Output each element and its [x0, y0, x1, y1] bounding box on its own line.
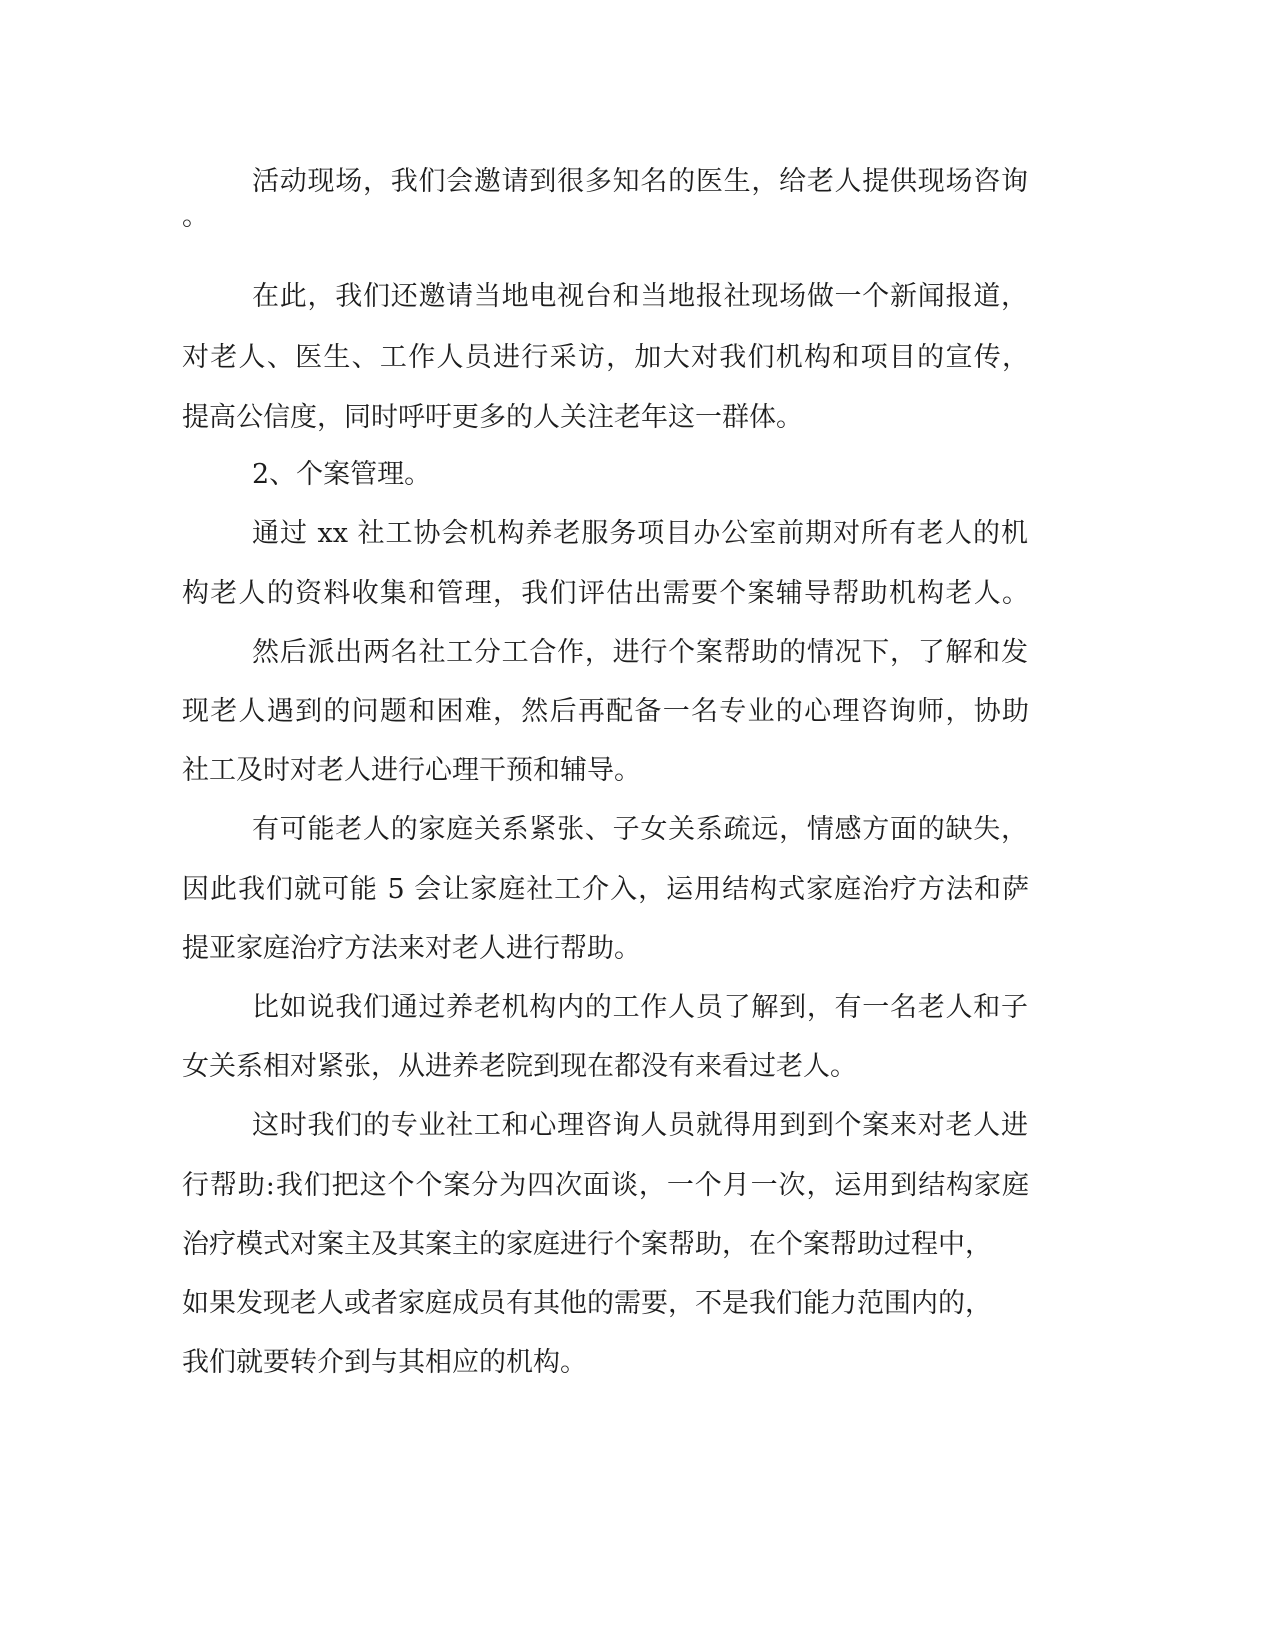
- text-line: 现老人遇到的问题和困难，然后再配备一名专业的心理咨询师，协助: [182, 696, 1029, 727]
- text-line: 提亚家庭治疗方法来对老人进行帮助。: [182, 933, 641, 964]
- text-line: 如果发现老人或者家庭成员有其他的需要，不是我们能力范围内的，: [182, 1288, 992, 1319]
- text-line: 构老人的资料收集和管理，我们评估出需要个案辅导帮助机构老人。: [182, 578, 1029, 609]
- text-line: 比如说我们通过养老机构内的工作人员了解到，有一名老人和子: [252, 992, 1028, 1023]
- text-line: 我们就要转介到与其相应的机构。: [182, 1347, 587, 1378]
- text-line: 通过 xx 社工协会机构养老服务项目办公室前期对所有老人的机: [252, 518, 1028, 549]
- text-line: 行帮助:我们把这个个案分为四次面谈，一个月一次，运用到结构家庭: [182, 1170, 1029, 1201]
- text-line: 活动现场，我们会邀请到很多知名的医生，给老人提供现场咨询: [252, 166, 1028, 197]
- section-heading: 2、个案管理。: [252, 459, 432, 490]
- text-line: 这时我们的专业社工和心理咨询人员就得用到到个案来对老人进: [252, 1110, 1028, 1141]
- text-line: 然后派出两名社工分工合作，进行个案帮助的情况下，了解和发: [252, 637, 1028, 668]
- text-line: 。: [182, 201, 209, 232]
- text-line: 女关系相对紧张，从进养老院到现在都没有来看过老人。: [182, 1051, 857, 1082]
- text-line: 提高公信度，同时呼吁更多的人关注老年这一群体。: [182, 402, 803, 433]
- text-line: 有可能老人的家庭关系紧张、子女关系疏远，情感方面的缺失，: [252, 814, 1028, 845]
- text-line: 因此我们就可能 5 会让家庭社工介入，运用结构式家庭治疗方法和萨: [182, 874, 1029, 905]
- text-line: 在此，我们还邀请当地电视台和当地报社现场做一个新闻报道，: [252, 281, 1028, 312]
- text-line: 社工及时对老人进行心理干预和辅导。: [182, 755, 641, 786]
- text-line: 对老人、医生、工作人员进行采访，加大对我们机构和项目的宣传，: [182, 342, 1029, 373]
- text-line: 治疗模式对案主及其案主的家庭进行个案帮助，在个案帮助过程中，: [182, 1229, 992, 1260]
